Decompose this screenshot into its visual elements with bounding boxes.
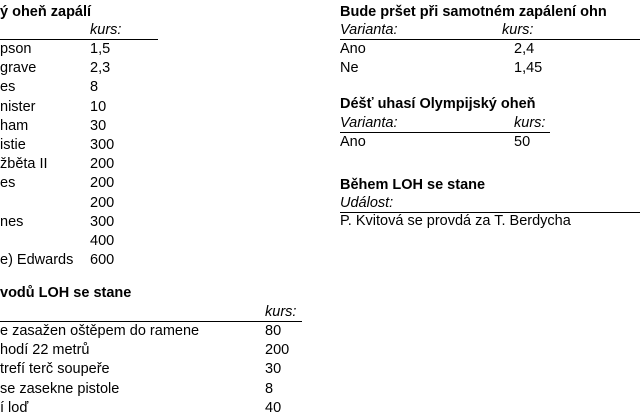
row-odds: 300 bbox=[90, 213, 115, 230]
table-row bbox=[0, 399, 640, 417]
row-label: es bbox=[0, 175, 16, 192]
row-label: P. Kvitová se provdá za T. Berdycha bbox=[340, 213, 571, 229]
row-label: Ano bbox=[340, 134, 366, 150]
table-row bbox=[0, 98, 640, 116]
row-odds: 50 bbox=[514, 134, 531, 150]
row-label: Ne bbox=[340, 60, 359, 77]
table-row bbox=[0, 155, 640, 173]
row-odds: 30 bbox=[265, 361, 282, 378]
row-odds: 8 bbox=[265, 380, 274, 397]
row-odds: 1,5 bbox=[90, 41, 111, 57]
table-row bbox=[0, 360, 640, 378]
right1-variant-header: Varianta: bbox=[340, 22, 398, 38]
row-label: istie bbox=[0, 137, 26, 153]
row-odds: 200 bbox=[90, 156, 115, 173]
row-odds: 200 bbox=[265, 342, 290, 359]
row-label: e zasažen oštěpem do ramene bbox=[0, 323, 200, 339]
left-bottom-title: vodů LOH se stane bbox=[0, 285, 132, 301]
table-row bbox=[0, 59, 640, 77]
table-row bbox=[0, 251, 640, 269]
left-top-odds-header: kurs: bbox=[90, 22, 122, 38]
row-label: ham bbox=[0, 117, 29, 134]
row-odds: 200 bbox=[90, 175, 115, 192]
row-label: nes bbox=[0, 213, 24, 230]
row-odds: 2,4 bbox=[514, 41, 535, 57]
right3-event-header: Událost: bbox=[340, 195, 394, 211]
table-row bbox=[0, 380, 640, 398]
row-label: e) Edwards bbox=[0, 252, 74, 269]
row-odds: 1,45 bbox=[514, 60, 543, 77]
row-odds: 8 bbox=[90, 79, 99, 96]
row-odds: 40 bbox=[265, 399, 282, 416]
row-odds: 200 bbox=[90, 194, 115, 211]
row-odds: 600 bbox=[90, 252, 115, 269]
left-top-title: ý oheň zapálí bbox=[0, 4, 92, 20]
row-label: žběta II bbox=[0, 156, 48, 173]
row-odds: 300 bbox=[90, 137, 115, 153]
right3-title: Během LOH se stane bbox=[340, 177, 486, 193]
left-bottom-odds-header: kurs: bbox=[265, 304, 297, 320]
table-row bbox=[0, 133, 640, 151]
table-row bbox=[0, 232, 640, 250]
right1-odds-header: kurs: bbox=[502, 22, 534, 38]
right2-title: Déšť uhasí Olympijský oheň bbox=[340, 96, 536, 112]
table-row bbox=[0, 174, 640, 192]
row-label: trefí terč soupeře bbox=[0, 361, 110, 378]
row-odds: 10 bbox=[90, 98, 107, 115]
row-label: pson bbox=[0, 41, 32, 57]
table-row bbox=[0, 194, 640, 212]
row-odds: 400 bbox=[90, 233, 115, 249]
row-odds: 80 bbox=[265, 323, 282, 339]
right2-odds-header: kurs: bbox=[514, 115, 546, 131]
table-row bbox=[0, 40, 640, 58]
row-label: grave bbox=[0, 60, 37, 77]
row-label: es bbox=[0, 79, 16, 96]
row-odds: 30 bbox=[90, 117, 107, 134]
table-row bbox=[0, 212, 640, 230]
table-row bbox=[0, 78, 640, 96]
row-odds: 2,3 bbox=[90, 60, 111, 77]
row-label: se zasekne pistole bbox=[0, 380, 120, 397]
right2-variant-header: Varianta: bbox=[340, 115, 398, 131]
right1-title: Bude pršet při samotném zapálení ohn bbox=[340, 4, 607, 20]
row-label: Ano bbox=[340, 41, 366, 57]
table-row bbox=[0, 322, 640, 340]
row-label: hodí 22 metrů bbox=[0, 342, 90, 359]
row-label: nister bbox=[0, 98, 36, 115]
table-row bbox=[0, 341, 640, 359]
row-label: í loď bbox=[0, 399, 29, 416]
